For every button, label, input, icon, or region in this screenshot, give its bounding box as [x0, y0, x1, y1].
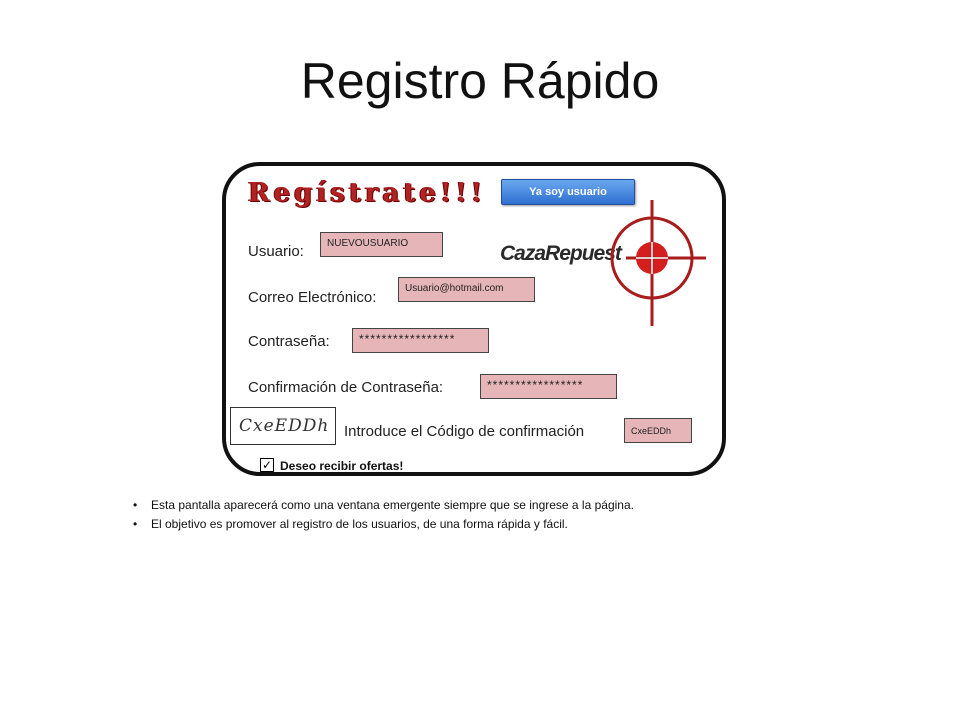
username-input[interactable]: NUEVOUSUARIO: [320, 232, 443, 257]
captcha-input[interactable]: CxeEDDh: [624, 418, 692, 443]
confirm-password-input[interactable]: *****************: [480, 374, 617, 399]
note-text: El objetivo es promover al registro de los usuarios, de una forma rápida y fácil.: [151, 517, 568, 531]
password-label: Contraseña:: [248, 333, 330, 350]
bullet-icon: •: [133, 517, 138, 531]
note-text: Esta pantalla aparecerá como una ventana emergente siempre que se ingrese a la página.: [151, 498, 634, 512]
already-user-button[interactable]: Ya soy usuario: [501, 179, 635, 205]
password-input[interactable]: *****************: [352, 328, 489, 353]
register-headline: Regístrate!!!: [248, 178, 487, 208]
list-item: [133, 498, 853, 512]
offers-checkbox-label: Deseo recibir ofertas!: [280, 459, 404, 473]
captcha-label: Introduce el Código de confirmación: [344, 423, 585, 440]
list-item: [133, 517, 853, 531]
page-title: Registro Rápido: [300, 53, 660, 109]
crosshair-logo-icon: [596, 196, 708, 328]
offers-checkbox[interactable]: ✓: [261, 458, 273, 472]
captcha-image: CxeEDDh: [230, 407, 336, 445]
confirm-password-label: Confirmación de Contraseña:: [248, 379, 444, 396]
email-input[interactable]: Usuario@hotmail.com: [398, 277, 535, 302]
username-label: Usuario:: [248, 243, 304, 260]
email-label: Correo Electrónico:: [248, 289, 377, 306]
brand-logo-text: CazaRepuest: [500, 242, 621, 265]
bullet-icon: •: [133, 498, 138, 512]
notes-list: [133, 498, 853, 536]
